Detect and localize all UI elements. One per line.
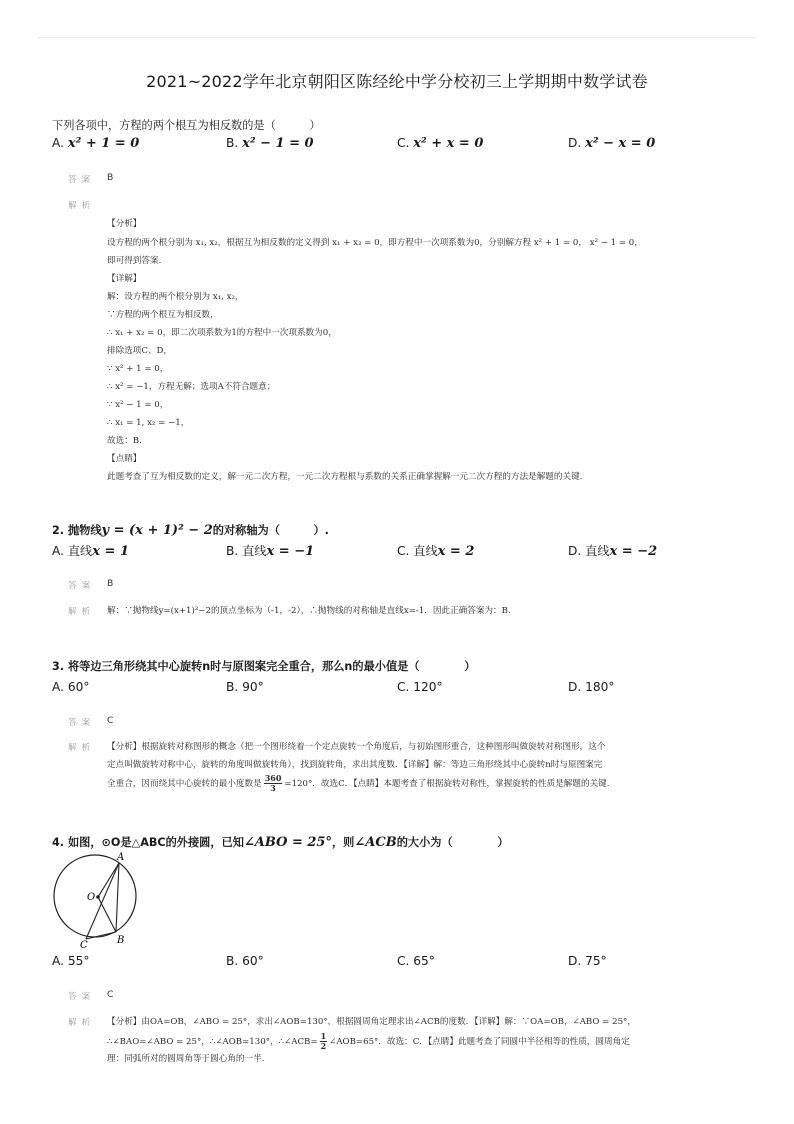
segment-bc [86, 932, 116, 939]
q1-analysis-line: 即可得到答案. [107, 256, 162, 266]
page-title: 2021~2022学年北京朝阳区陈经纶中学分校初三上学期期中数学试卷 [146, 72, 648, 91]
q1-option-d: D. x² − x = 0 [568, 136, 656, 151]
q2-analysis-label: 解析 [68, 607, 96, 617]
q4-answer-value: C [107, 989, 114, 1000]
q1-stem: 下列各项中，方程的两个根互为相反数的是（ ） [52, 119, 321, 132]
q1-analysis-line: ∴ x₁ = 1, x₂ = −1， [107, 418, 190, 428]
label-o: O [87, 892, 96, 903]
q2-answer-value: B [107, 578, 114, 589]
q1-option-c: C. x² + x = 0 [397, 136, 484, 151]
q1-answer-label: 答案 [68, 175, 96, 185]
q1-option-b: B. x² − 1 = 0 [226, 136, 314, 151]
q2-stem: 2. 抛物线y = (x + 1)² − 2的对称轴为（ ）. [52, 523, 329, 538]
label-c: C [80, 940, 88, 950]
q1-analysis-line: ∴ x₁ + x₂ = 0，即二次项系数为1的方程中一次项系数为0， [107, 328, 337, 338]
q4-fraction: $\frac{1}{2}$ [320, 1031, 327, 1051]
q1-analysis-line: 此题考查了互为相反数的定义，解一元二次方程，一元二次方程根与系数的关系正确掌握解一元二次方程的方法是解题的关键. [107, 472, 583, 482]
q2-option-c: C. 直线x = 2 [397, 544, 475, 559]
q3-option-a: A. 60° [52, 680, 90, 694]
q3-option-b: B. 90° [226, 680, 264, 694]
q3-stem: 3. 将等边三角形绕其中心旋转n时与原图案完全重合，那么n的最小值是（ ） [52, 660, 476, 673]
q1-analysis-line: ∵ x² + 1 = 0， [107, 364, 169, 374]
segment-ab [116, 863, 119, 932]
label-a: A [117, 852, 125, 863]
q4-option-a: A. 55° [52, 954, 90, 968]
q3-fraction: $\frac{360}{3}$ [264, 773, 282, 793]
q4-analysis-label: 解析 [68, 1018, 96, 1028]
q1-analysis-line: ∴ x² = −1，方程无解；选项A不符合题意； [107, 382, 276, 392]
q3-analysis-line: 【分析】根据旋转对称图形的概念（把一个图形绕着一个定点旋转一个角度后，与初始图形重合，这种图形叫做旋转对称图形，这个 [107, 742, 606, 752]
q1-analysis-line: ∵方程的两个根互为相反数， [107, 310, 219, 320]
q3-analysis-line: 全重合，因而绕其中心旋转的最小度数是 $\frac{360}{3}$ =120°．故选C．【点睛】本题考查了根据旋转对称性，掌握旋转的性质是解题的关键. [107, 773, 610, 793]
q4-analysis-line: 【分析】由OA=OB，∠ABO = 25°，求出∠AOB=130°，根据圆周角定理求出∠ACB的度数．【详解】解：∵OA=OB，∠ABO = 25°， [107, 1017, 636, 1027]
q2-analysis-text: 解：∵抛物线y=(x+1)²−2的顶点坐标为（-1，-2），∴抛物线的对称轴是直线x=-1．因此正确答案为：B. [107, 606, 511, 616]
q1-analysis-line: 排除选项C、D， [107, 346, 173, 356]
q3-answer-label: 答案 [68, 718, 96, 728]
q1-analysis-line: 设方程的两个根分别为 x₁, x₂，根据互为相反数的定义得到 x₁ + x₂ = 0，即方程中一次项系数为0，分别解方程 x² + 1 = 0， x² − 1 = 0， [107, 238, 643, 248]
q3-analysis-line: 定点叫做旋转对称中心，旋转的角度叫做旋转角），找到旋转角，求出其度数．【详解】解：等边三角形绕其中心旋转n时与原图案完 [107, 760, 603, 770]
q4-option-d: D. 75° [568, 954, 607, 968]
q1-analysis-line: 【分析】 [107, 219, 142, 229]
q1-analysis-line: 【点睛】 [107, 454, 142, 464]
header-divider [38, 37, 756, 38]
segment-ob [98, 897, 116, 932]
q3-answer-value: C [107, 715, 114, 726]
q1-answer-value: B [107, 172, 114, 183]
q4-stem: 4. 如图，⊙O是△ABC的外接圆，已知∠ABO = 25°，则∠ACB的大小为（ ） [52, 835, 509, 850]
q2-option-a: A. 直线x = 1 [52, 544, 129, 559]
q3-option-d: D. 180° [568, 680, 615, 694]
q4-analysis-line: 理：同弧所对的圆周角等于圆心角的一半. [107, 1054, 265, 1064]
segment-oa [98, 863, 119, 897]
q1-analysis-label: 解析 [68, 201, 96, 211]
q1-analysis-line: 【详解】 [107, 274, 142, 284]
label-b: B [117, 935, 125, 946]
center-point [96, 895, 100, 899]
q4-answer-label: 答案 [68, 992, 96, 1002]
q1-analysis-line: ∵ x² − 1 = 0， [107, 400, 169, 410]
q1-analysis-line: 解：设方程的两个根分别为 x₁, x₂， [107, 292, 244, 302]
q2-answer-label: 答案 [68, 581, 96, 591]
q3-option-c: C. 120° [397, 680, 443, 694]
q3-analysis-label: 解析 [68, 743, 96, 753]
q1-option-a: A. x² + 1 = 0 [52, 136, 140, 151]
q4-option-c: C. 65° [397, 954, 435, 968]
q4-analysis-line: ∴∠BAO=∠ABO = 25°，∴∠AOB=130°，∴∠ACB= $\frac{1}{2}$ ∠AOB=65°．故选：C．【点睛】此题考查了同圆中半径相等的性质，圆周角定 [107, 1031, 630, 1051]
q2-option-d: D. 直线x = −2 [568, 544, 658, 559]
circle-figure [48, 848, 148, 950]
q2-option-b: B. 直线x = −1 [226, 544, 315, 559]
q4-option-b: B. 60° [226, 954, 264, 968]
q1-analysis-line: 故选：B. [107, 436, 142, 446]
